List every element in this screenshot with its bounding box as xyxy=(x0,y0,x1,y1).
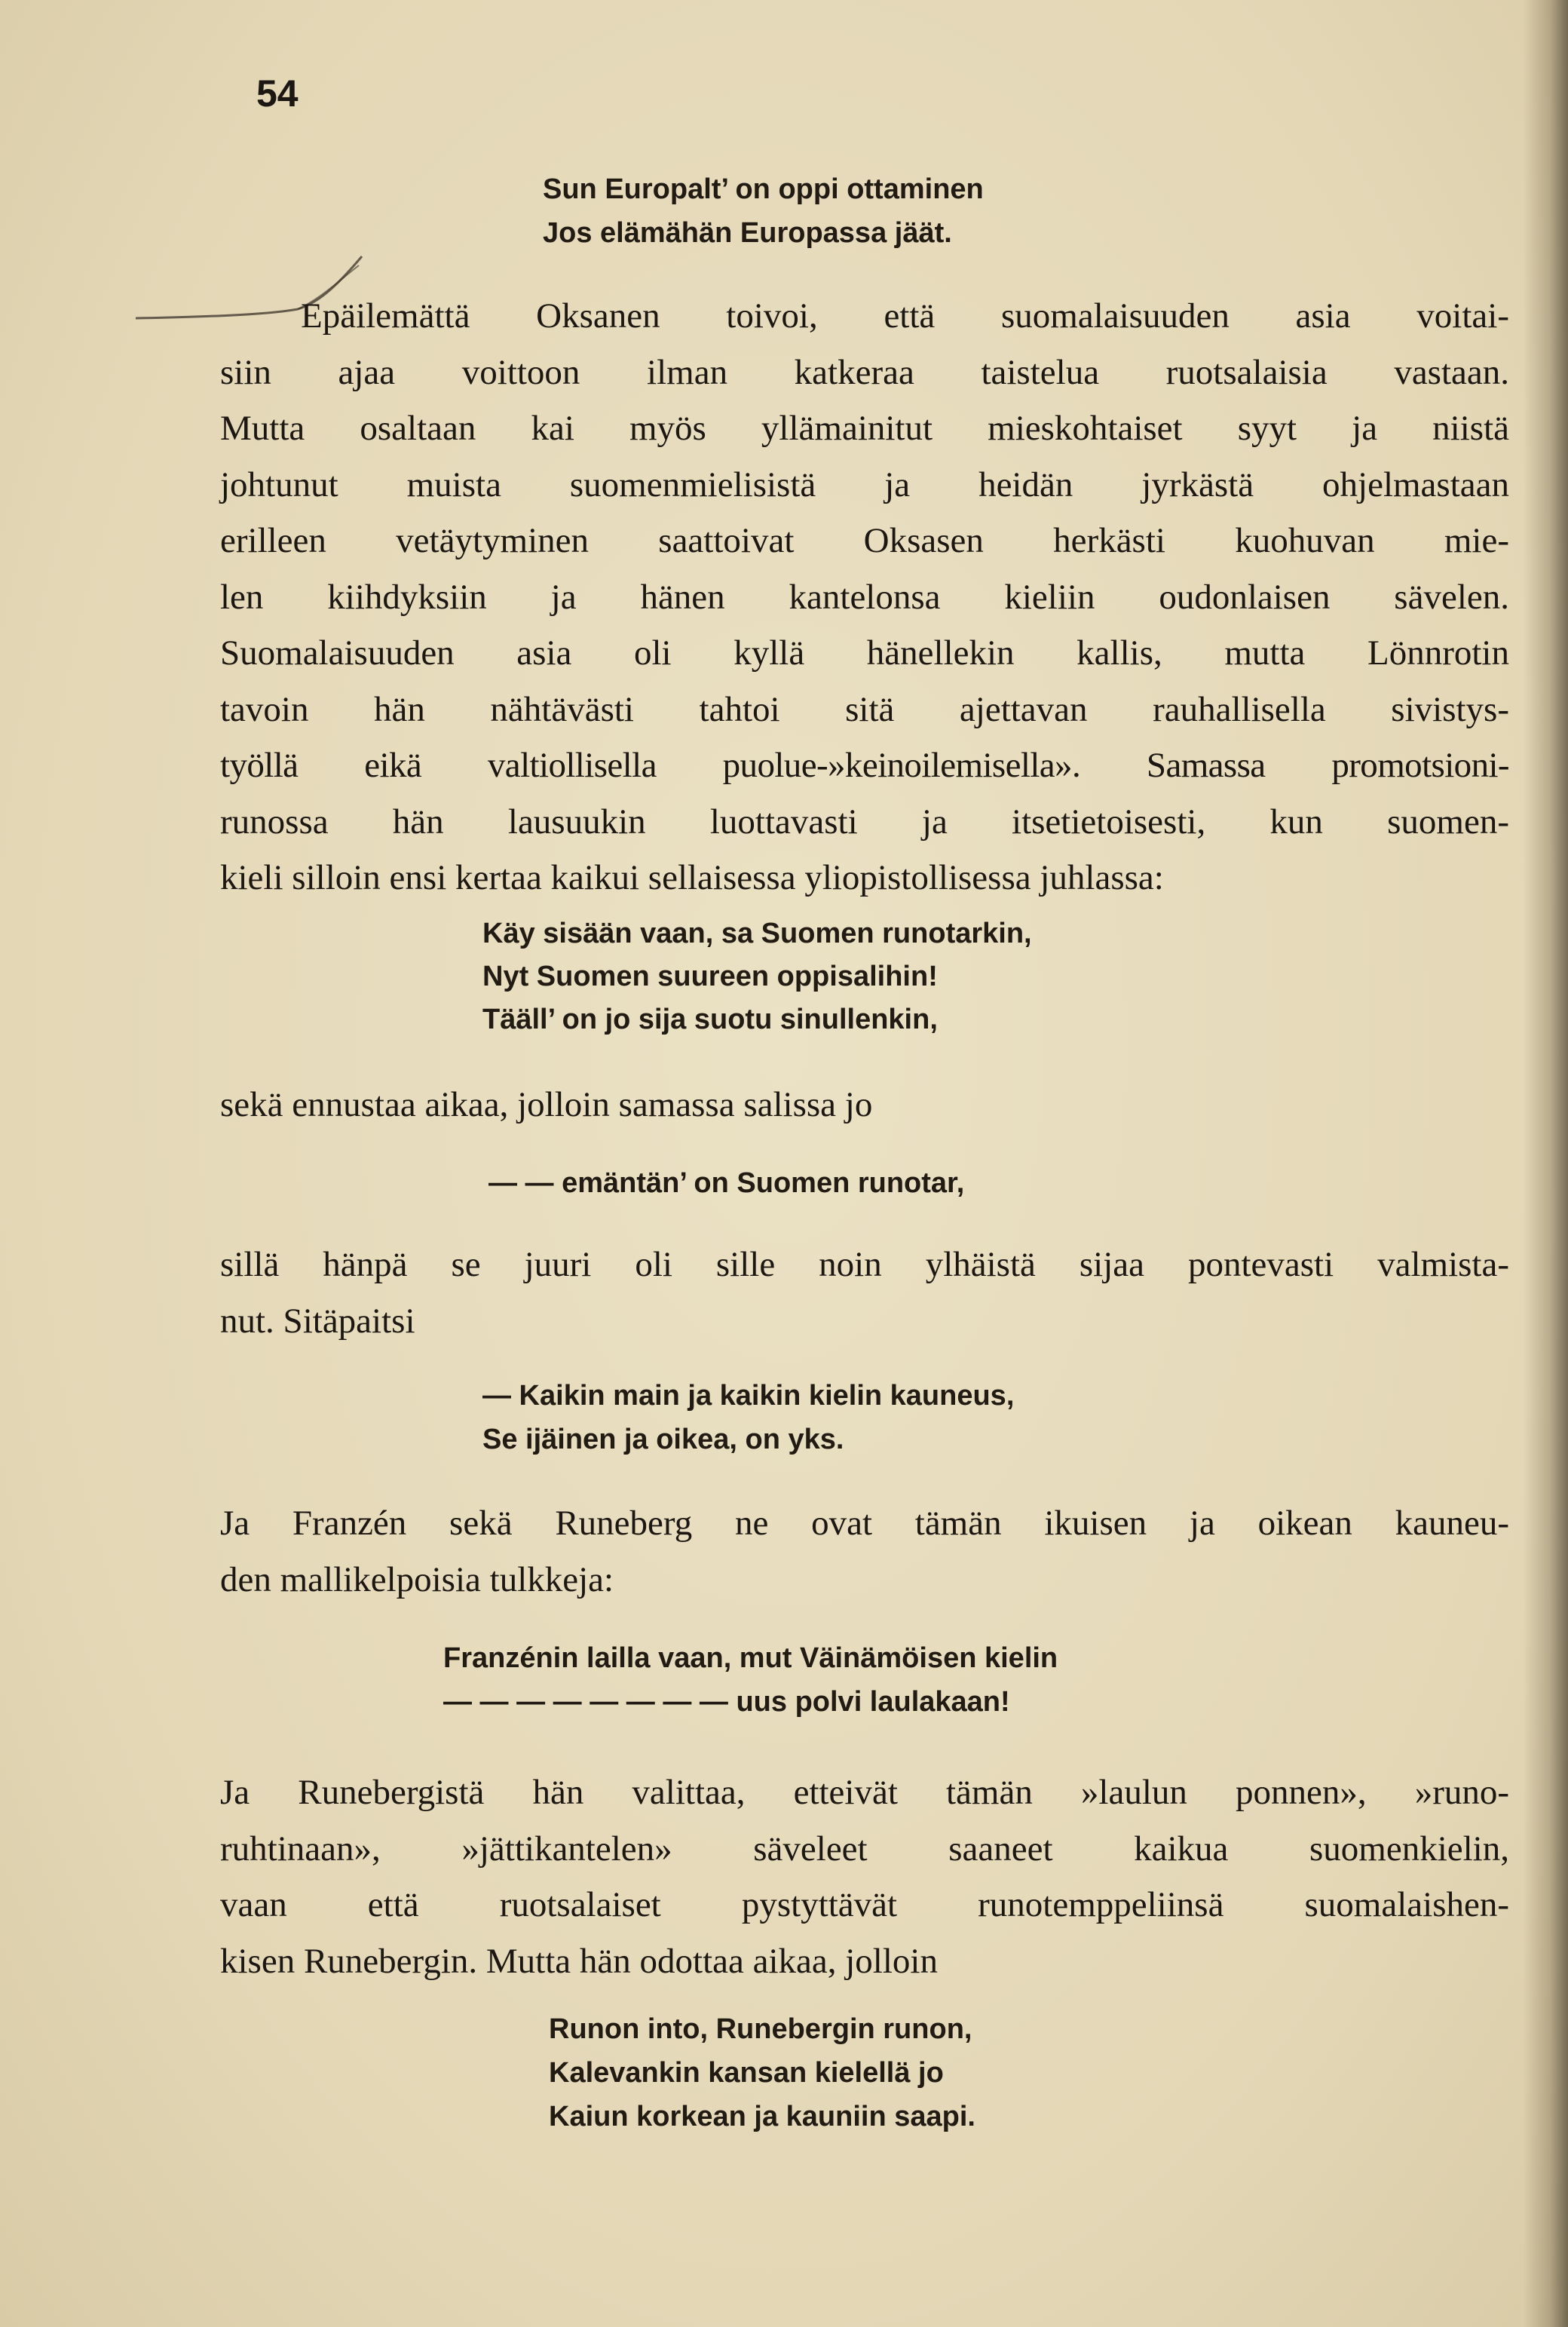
verse-quote-3 xyxy=(488,1161,964,1205)
verse-line: Jos elämähän Europassa jäät. xyxy=(543,217,952,249)
verse-line: Kalevankin kansan kielellä jo xyxy=(549,2057,944,2089)
verse-line: — — — — — — — — uus polvi laulakaan! xyxy=(443,1686,1010,1718)
verse-line: Kaiun korkean ja kauniin saapi. xyxy=(549,2101,975,2132)
verse-quote-1 xyxy=(543,167,984,255)
text-line: vaan että ruotsalaiset pystyttävät runotemppeliinsä suomalaishen- xyxy=(220,1885,1509,1924)
verse-line: Franzénin lailla vaan, mut Väinämöisen kielin xyxy=(443,1642,1058,1674)
verse-line: Käy sisään vaan, sa Suomen runotarkin, xyxy=(482,918,1032,949)
verse-line: — — emäntän’ on Suomen runotar, xyxy=(488,1167,965,1199)
text-line: runossa hän lausuukin luottavasti ja itsetietoisesti, kun suomen- xyxy=(220,802,1509,842)
paragraph-3 xyxy=(220,1237,1509,1349)
text-line: siin ajaa voittoon ilman katkeraa taistelua ruotsalaisia vastaan. xyxy=(220,352,1509,392)
text-line: nut. Sitäpaitsi xyxy=(220,1301,415,1341)
text-line: johtunut muista suomenmielisistä ja heidän jyrkästä ohjelmastaan xyxy=(220,464,1509,504)
text-line: Epäilemättä Oksanen toivoi, että suomalaisuuden asia voitai- xyxy=(301,296,1509,336)
verse-line: — Kaikin main ja kaikin kielin kauneus, xyxy=(482,1380,1015,1412)
verse-line: Sun Europalt’ on oppi ottaminen xyxy=(543,173,984,205)
verse-line: Se ijäinen ja oikea, on yks. xyxy=(482,1424,844,1455)
text-line: sillä hänpä se juuri oli sille noin ylhäistä sijaa pontevasti valmista- xyxy=(220,1245,1509,1284)
text-line: Ja Franzén sekä Runeberg ne ovat tämän ikuisen ja oikean kauneu- xyxy=(220,1504,1509,1543)
verse-line: Tääll’ on jo sija suotu sinullenkin, xyxy=(482,1004,938,1035)
verse-quote-5 xyxy=(443,1636,1058,1724)
text-line: työllä eikä valtiollisella puolue-»keinoilemisella». Samassa promotsioni- xyxy=(220,746,1509,785)
text-line: ruhtinaan», »jättikantelen» säveleet saaneet kaikua suomenkielin, xyxy=(220,1829,1509,1869)
paragraph-5 xyxy=(220,1764,1509,1989)
verse-quote-2 xyxy=(482,912,1032,1041)
text-line: sekä ennustaa aikaa, jolloin samassa salissa jo xyxy=(220,1085,873,1124)
verse-quote-6 xyxy=(549,2007,975,2138)
verse-quote-4 xyxy=(482,1374,1014,1461)
text-line: erilleen vetäytyminen saattoivat Oksasen herkästi kuohuvan mie- xyxy=(220,521,1509,560)
paragraph-1 xyxy=(220,288,1509,906)
text-line: tavoin hän nähtävästi tahtoi sitä ajettavan rauhallisella sivistys- xyxy=(220,689,1509,729)
text-line: Mutta osaltaan kai myös yllämainitut mieskohtaiset syyt ja niistä xyxy=(220,409,1509,448)
text-line: kieli silloin ensi kertaa kaikui sellaisessa yliopistollisessa juhlassa: xyxy=(220,858,1164,897)
paragraph-2 xyxy=(220,1077,1509,1133)
page-edge-shadow xyxy=(1523,0,1568,2327)
text-line: len kiihdyksiin ja hänen kantelonsa kieliin oudonlaisen sävelen. xyxy=(220,577,1509,617)
verse-line: Runon into, Runebergin runon, xyxy=(549,2013,972,2045)
verse-line: Nyt Suomen suureen oppisalihin! xyxy=(482,961,938,992)
text-line: den mallikelpoisia tulkkeja: xyxy=(220,1559,614,1599)
paragraph-4 xyxy=(220,1495,1509,1608)
text-line: Suomalaisuuden asia oli kyllä hänellekin kallis, mutta Lönnrotin xyxy=(220,633,1509,673)
text-line: kisen Runebergin. Mutta hän odottaa aikaa, jolloin xyxy=(220,1941,938,1981)
page-number: 54 xyxy=(256,72,299,115)
text-line: Ja Runebergistä hän valittaa, etteivät tämän »laulun ponnen», »runo- xyxy=(220,1773,1509,1812)
